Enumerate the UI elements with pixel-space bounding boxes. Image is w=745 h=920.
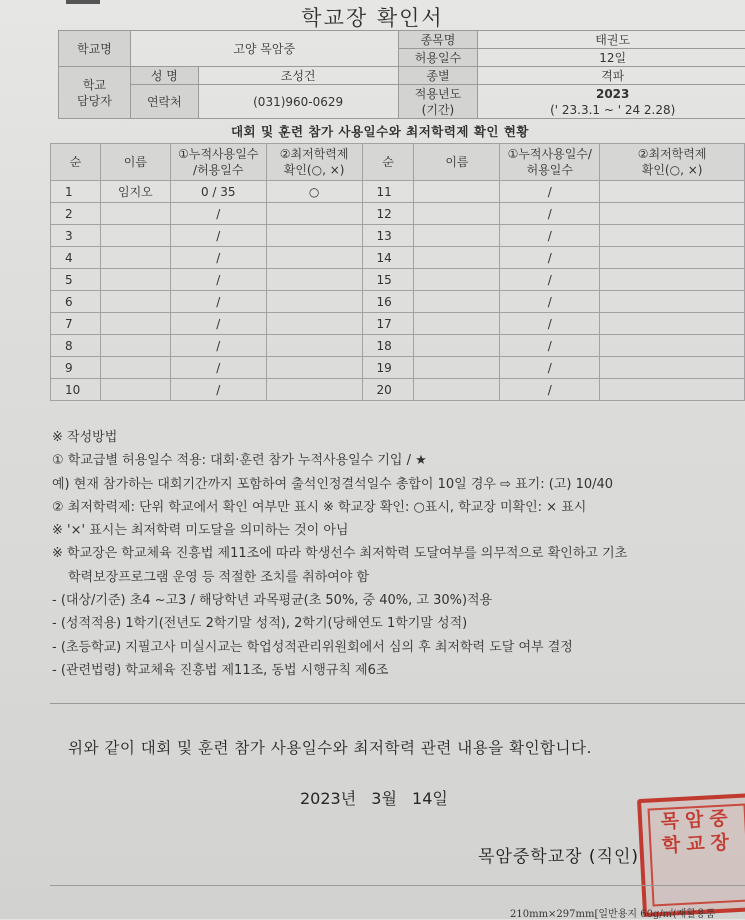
row-min-check <box>266 225 362 247</box>
row-days: / <box>500 335 600 357</box>
name-label: 성 명 <box>130 67 198 85</box>
row-name <box>100 335 170 357</box>
row-min-check <box>266 335 362 357</box>
row-number: 12 <box>362 203 414 225</box>
row-number: 8 <box>51 335 101 357</box>
row-days: / <box>500 379 600 401</box>
row-name <box>100 291 170 313</box>
paper-spec: 210mm×297mm[일반용지 60g/㎡(재활용품 <box>510 909 716 920</box>
row-number: 18 <box>362 335 414 357</box>
row-name <box>414 247 500 269</box>
year-value-cell <box>478 85 745 119</box>
row-name <box>414 291 500 313</box>
guide-line: 학력보장프로그램 운영 등 적절한 조치를 취하여야 함 <box>68 569 370 585</box>
category-value: 격파 <box>478 67 745 85</box>
row-number: 5 <box>51 269 101 291</box>
table-row <box>51 247 745 269</box>
guide-line: ※ '×' 표시는 최저학력 미도달을 의미하는 것이 아님 <box>52 523 349 539</box>
row-days: / <box>170 247 266 269</box>
row-days: / <box>170 357 266 379</box>
row-number: 16 <box>362 291 414 313</box>
year-label-line2: (기간) <box>421 102 455 117</box>
issue-date <box>300 786 458 809</box>
seal-text: 목암중학교장 <box>660 807 736 857</box>
row-name <box>414 203 500 225</box>
row-name: 임지오 <box>100 181 170 203</box>
row-min-check <box>266 291 362 313</box>
col-order-right: 순 <box>362 144 414 181</box>
row-name <box>100 313 170 335</box>
guide-line: 예) 현재 참가하는 대회기간까지 포함하여 출석인정결석일수 총합이 10일 경우 ⇨ 표기: (고) 10/40 <box>52 476 614 492</box>
row-min-check <box>600 357 745 379</box>
col-min-left <box>266 144 362 181</box>
row-min-check <box>600 225 745 247</box>
col-min-left-line2: 확인(○, ×) <box>283 163 345 177</box>
footer-divider <box>50 885 745 886</box>
table-row <box>51 313 745 335</box>
contact-group-label <box>59 67 131 119</box>
col-days-right-line2: 허용일수 <box>526 163 573 177</box>
section-title: 대회 및 훈련 참가 사용일수와 최저학력제 확인 현황 <box>230 124 530 139</box>
date-year: 2023년 <box>300 789 357 808</box>
row-number: 9 <box>51 357 101 379</box>
row-name <box>414 225 500 247</box>
row-min-check <box>600 203 745 225</box>
col-name-left: 이름 <box>100 144 170 181</box>
row-name <box>414 335 500 357</box>
row-number: 7 <box>51 313 101 335</box>
row-name <box>414 313 500 335</box>
col-days-right-line1: ①누적사용일수/ <box>507 147 592 161</box>
allowed-days-value: 12일 <box>478 49 745 67</box>
guide-line: - (대상/기준) 초4 ~고3 / 해당학년 과목평균(초 50%, 중 40%, 고 30%)적용 <box>52 593 493 609</box>
col-min-left-line1: ②최저학력제 <box>279 147 349 161</box>
row-days: / <box>500 181 600 203</box>
row-number: 19 <box>362 357 414 379</box>
col-name-right: 이름 <box>414 144 500 181</box>
row-name <box>414 181 500 203</box>
row-min-check <box>600 313 745 335</box>
row-days: / <box>500 269 600 291</box>
year-label-line1: 적용년도 <box>414 86 462 101</box>
phone-value: (031)960-0629 <box>198 85 398 119</box>
principal-signature: 목암중학교장 (직인) <box>478 847 640 867</box>
event-value: 태권도 <box>478 31 745 49</box>
row-number: 20 <box>362 379 414 401</box>
event-label: 종목명 <box>398 31 478 49</box>
table-row <box>51 269 745 291</box>
row-number: 2 <box>51 203 101 225</box>
row-days: / <box>170 291 266 313</box>
divider <box>50 703 745 704</box>
row-days: / <box>170 335 266 357</box>
row-days: / <box>500 291 600 313</box>
school-label: 학교명 <box>59 31 131 67</box>
phone-label: 연락처 <box>130 85 198 119</box>
guide-line: - (관련법령) 학교체육 진흥법 제11조, 동법 시행규칙 제6조 <box>52 662 389 678</box>
guide-line: - (초등학교) 지필고사 미실시교는 학업성적관리위원회에서 심의 후 최저학력 도달 여부 결정 <box>52 639 573 655</box>
table-row <box>51 181 745 203</box>
row-name <box>100 247 170 269</box>
document-title: 학교장 확인서 <box>301 6 444 30</box>
row-number: 4 <box>51 247 101 269</box>
row-name <box>100 357 170 379</box>
row-days: / <box>170 269 266 291</box>
col-days-right <box>500 144 600 181</box>
official-seal <box>637 793 745 917</box>
row-days: / <box>500 247 600 269</box>
row-days: / <box>170 203 266 225</box>
row-min-check <box>266 379 362 401</box>
row-days: / <box>170 379 266 401</box>
writing-guide <box>52 426 745 682</box>
contact-group-label-line2: 담당자 <box>77 93 112 108</box>
col-days-left-line2: /허용일수 <box>193 163 244 177</box>
school-info-table <box>58 30 745 119</box>
category-label: 종별 <box>398 67 478 85</box>
row-number: 17 <box>362 313 414 335</box>
row-days: / <box>500 225 600 247</box>
row-days: / <box>170 225 266 247</box>
year-value: 2023 <box>595 86 630 101</box>
row-min-check <box>600 291 745 313</box>
allowed-days-label: 허용일수 <box>398 49 478 67</box>
row-days: / <box>500 357 600 379</box>
guide-line: ※ 학교장은 학교체육 진흥법 제11조에 따라 학생선수 최저학력 도달여부를 의무적으로 확인하고 기초 <box>52 546 628 562</box>
row-name <box>414 379 500 401</box>
col-min-right-line2: 확인(○, ×) <box>641 163 703 177</box>
row-min-check <box>266 203 362 225</box>
row-min-check <box>600 269 745 291</box>
table-row <box>51 203 745 225</box>
col-order-left: 순 <box>51 144 101 181</box>
row-min-check <box>266 357 362 379</box>
row-min-check <box>266 247 362 269</box>
col-min-right <box>600 144 745 181</box>
row-min-check: ○ <box>266 181 362 203</box>
guide-line: ② 최저학력제: 단위 학교에서 확인 여부만 표시 ※ 학교장 확인: ○표시, 학교장 미확인: × 표시 <box>52 499 587 515</box>
table-row <box>51 357 745 379</box>
row-number: 10 <box>51 379 101 401</box>
guide-line: - (성적적용) 1학기(전년도 2학기말 성적), 2학기(당해연도 1학기말 성적) <box>52 616 468 632</box>
row-number: 11 <box>362 181 414 203</box>
row-days: / <box>500 203 600 225</box>
table-row <box>51 291 745 313</box>
year-label <box>398 85 478 119</box>
col-days-left <box>170 144 266 181</box>
row-name <box>100 269 170 291</box>
row-min-check <box>600 335 745 357</box>
row-name <box>414 357 500 379</box>
row-days: 0 / 35 <box>170 181 266 203</box>
row-min-check <box>600 247 745 269</box>
table-row <box>51 225 745 247</box>
name-value: 조성건 <box>198 67 398 85</box>
row-min-check <box>266 313 362 335</box>
table-row <box>51 379 745 401</box>
row-name <box>100 379 170 401</box>
row-number: 3 <box>51 225 101 247</box>
contact-group-label-line1: 학교 <box>82 77 107 92</box>
row-number: 15 <box>362 269 414 291</box>
guide-line: ① 학교급별 허용일수 적용: 대회·훈련 참가 누적사용일수 기입 / ★ <box>52 453 427 469</box>
row-name <box>414 269 500 291</box>
col-min-right-line1: ②최저학력제 <box>637 147 707 161</box>
school-value: 고양 목암중 <box>130 31 398 67</box>
row-number: 14 <box>362 247 414 269</box>
row-number: 6 <box>51 291 101 313</box>
row-number: 1 <box>51 181 101 203</box>
table-row <box>51 335 745 357</box>
row-min-check <box>266 269 362 291</box>
col-days-left-line1: ①누적사용일수 <box>178 147 259 161</box>
date-day: 14일 <box>412 789 448 808</box>
row-days: / <box>500 313 600 335</box>
row-name <box>100 203 170 225</box>
confirmation-statement: 위와 같이 대회 및 훈련 참가 사용일수와 최저학력 관련 내용을 확인합니다. <box>68 739 592 757</box>
row-name <box>100 225 170 247</box>
participation-table <box>50 143 745 401</box>
row-number: 13 <box>362 225 414 247</box>
row-days: / <box>170 313 266 335</box>
date-month: 3월 <box>371 789 397 808</box>
row-min-check <box>600 379 745 401</box>
period-value: (' 23.3.1 ~ ' 24 2.28) <box>550 102 676 117</box>
row-min-check <box>600 181 745 203</box>
guide-heading: ※ 작성방법 <box>52 430 118 445</box>
